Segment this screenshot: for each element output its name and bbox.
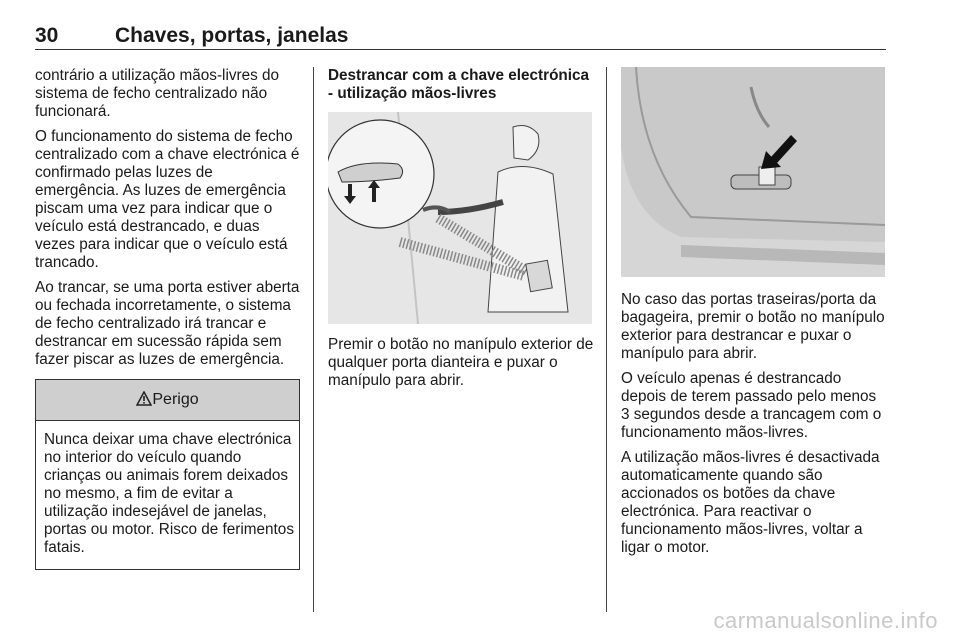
warning-header — [36, 380, 299, 421]
column-right — [621, 291, 887, 564]
watermark: carmanualsonline.info — [713, 608, 938, 633]
illustration-drawing — [621, 67, 885, 277]
front-door-handle-illustration — [328, 112, 592, 324]
rear-door-handle-illustration — [621, 67, 885, 277]
section-heading: Destrancar com a chave electrónica - utilização mãos-livres — [328, 67, 590, 102]
page-number: 30 — [35, 24, 59, 47]
chapter-title: Chaves, portas, janelas — [115, 24, 349, 47]
warning-text: Nunca deixar uma chave electrónica no interior do veículo quando crianças ou animais forem deixados no mesmo, a fim de evitar a utilização indesejável de janelas, portas ou motor. Risco de ferimentos fatais. — [44, 431, 294, 556]
column-left — [35, 67, 300, 570]
warning-title: Perigo — [152, 391, 199, 408]
paragraph: A utilização mãos-livres é desactivada automaticamente quando são accionados os botões da chave electrónica. Para reactivar o funcionamento mãos-livres, voltar a ligar o motor. — [621, 449, 880, 556]
warning-box — [35, 379, 300, 570]
column-middle — [328, 67, 594, 110]
paragraph: O funcionamento do sistema de fecho centralizado com a chave electrónica é confirmado pelas luzes de emergência. As luzes de emergência piscam uma vez para indicar que o veículo está destrancado, e duas vezes para indicar que o veículo está trancado. — [35, 128, 300, 271]
paragraph: contrário a utilização mãos-livres do sistema de fecho centralizado não funcionará. — [35, 67, 280, 120]
paragraph: O veículo apenas é destrancado depois de terem passado pelo menos 3 segundos desde a trancagem com o funcionamento mãos-livres. — [621, 370, 882, 441]
column-divider — [313, 67, 314, 612]
column-middle-text — [328, 336, 594, 397]
paragraph: No caso das portas traseiras/porta da bagageira, premir o botão no manípulo exterior para destrancar e puxar o manípulo para abrir. — [621, 291, 885, 362]
paragraph: Ao trancar, se uma porta estiver aberta ou fechada incorretamente, o sistema de fecho centralizado irá trancar e destrancar em sucessão rápida sem fazer piscar as luzes de emergência. — [35, 279, 300, 368]
warning-triangle-icon — [136, 391, 152, 406]
column-divider — [606, 67, 607, 612]
page-header — [35, 24, 886, 50]
paragraph: Premir o botão no manípulo exterior de qualquer porta dianteira e puxar o manípulo para abrir. — [328, 336, 594, 389]
illustration-drawing — [328, 112, 592, 324]
